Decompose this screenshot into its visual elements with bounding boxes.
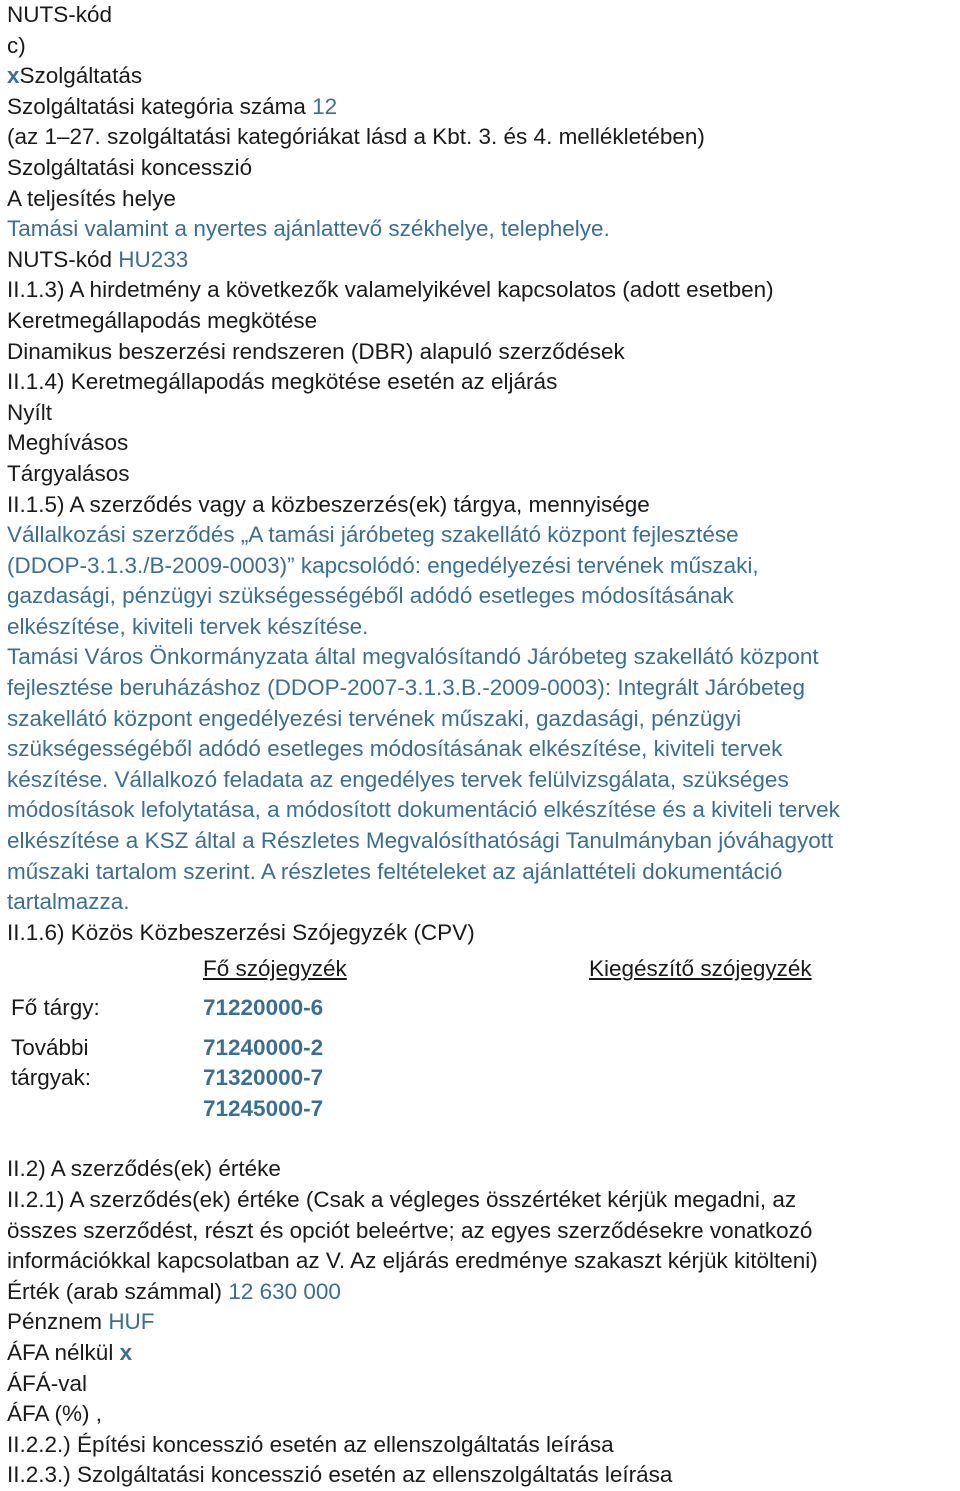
section-heading: II.1.6) Közös Közbeszerzési Szójegyzék (CPV) — [7, 919, 475, 945]
procurement-notice-bottom — [7, 1154, 960, 1491]
nuts-code-line: NUTS-kód HU233 — [7, 246, 189, 272]
service-category-number: Szolgáltatási kategória száma 12 — [7, 93, 338, 119]
section-heading: II.2) A szerződés(ek) értéke — [7, 1156, 281, 1182]
text-line: Meghívásos — [7, 430, 129, 456]
currency-line: Pénznem HUF — [7, 1309, 155, 1335]
checked-mark: x — [7, 63, 20, 89]
field-value: HU233 — [118, 246, 189, 272]
contract-subject-text: elkészítése a KSZ által a Részletes Megvalósíthatósági Tanulmányban jóváhagyott — [7, 828, 834, 854]
text-line: Tárgyalásos — [7, 460, 130, 486]
service-checkbox-line: xSzolgáltatás — [7, 63, 143, 89]
section-heading: II.2.3.) Szolgáltatási koncesszió esetén az ellenszolgáltatás leírása — [7, 1462, 673, 1488]
contract-subject-text: módosítások lefolytatása, a módosított dokumentáció elkészítése és a kiviteli tervek — [7, 797, 840, 823]
contract-subject-text: Tamási Város Önkormányzata által megvalósítandó Járóbeteg szakellátó központ — [7, 644, 819, 670]
vat-included-line: ÁFÁ-val — [7, 1370, 88, 1396]
contract-subject-text: készítése. Vállalkozó feladata az engedélyes tervek felülvizsgálata, szükséges — [7, 766, 789, 792]
section-heading: II.1.4) Keretmegállapodás megkötése esetén az eljárás — [7, 369, 558, 395]
further-subject-code: 71320000-7 — [203, 1065, 324, 1091]
contract-subject-text: szakellátó központ engedélyezési tervének műszaki, gazdasági, pénzügyi — [7, 705, 742, 731]
performance-place-value: Tamási valamint a nyertes ajánlattevő székhelye, telephelye. — [7, 216, 610, 242]
vat-excluded-line: ÁFA nélkül x — [7, 1339, 133, 1365]
section-heading: II.1.3) A hirdetmény a következők valamelyikével kapcsolatos (adott esetben) — [7, 277, 774, 303]
main-vocabulary-header: Fő szójegyzék — [203, 956, 347, 982]
main-subject-code: 71220000-6 — [203, 995, 324, 1021]
section-heading: II.2.2.) Építési koncesszió esetén az ellenszolgáltatás leírása — [7, 1431, 614, 1457]
text-line: információkkal kapcsolatban az V. Az eljárás eredménye szakaszt kérjük kitölteni) — [7, 1248, 818, 1274]
text-line: (az 1–27. szolgáltatási kategóriákat lásd a Kbt. 3. és 4. mellékletében) — [7, 124, 705, 150]
section-heading: II.2.1) A szerződés(ek) értéke (Csak a végleges összértéket kérjük megadni, az — [7, 1187, 797, 1212]
contract-value: 12 630 000 — [228, 1278, 341, 1304]
contract-subject-text: szükségességéből adódó esetleges módosításának elkészítése, kiviteli tervek — [7, 736, 783, 762]
further-subjects-label: További — [11, 1035, 89, 1061]
value-line: Érték (arab számmal) 12 630 000 — [7, 1278, 341, 1304]
contract-subject-text: tartalmazza. — [7, 889, 130, 915]
contract-subject-text: gazdasági, pénzügyi szükségességéből adódó esetleges módosításának — [7, 583, 734, 609]
further-subject-code: 71245000-7 — [203, 1096, 324, 1122]
further-subjects-label: tárgyak: — [11, 1065, 92, 1091]
contract-subject-text: Vállalkozási szerződés „A tamási járóbeteg szakellátó központ fejlesztése — [7, 522, 739, 548]
nuts-label: NUTS-kód — [7, 2, 113, 27]
contract-subject-text: műszaki tartalom szerint. A részletes feltételeket az ajánlattételi dokumentáció — [7, 858, 783, 884]
vat-percent-line: ÁFA (%) , — [7, 1401, 103, 1427]
main-subject-label: Fő tárgy: — [11, 995, 100, 1021]
supplementary-vocabulary-header: Kiegészítő szójegyzék — [589, 956, 812, 982]
procurement-notice-top — [7, 0, 960, 948]
text-line: Szolgáltatási koncesszió — [7, 154, 253, 180]
text-line: összes szerződést, részt és opciót beleértve; az egyes szerződésekre vonatkozó — [7, 1217, 813, 1243]
further-subject-code: 71240000-2 — [203, 1035, 324, 1061]
contract-subject-text: (DDOP-3.1.3./B-2009-0003)” kapcsolódó: engedélyezési tervének műszaki, — [7, 552, 759, 578]
checked-mark: x — [119, 1339, 133, 1365]
performance-place-label: A teljesítés helye — [7, 185, 176, 211]
currency-value: HUF — [108, 1309, 155, 1335]
section-heading: II.1.5) A szerződés vagy a közbeszerzés(ek) tárgya, mennyisége — [7, 491, 650, 517]
text-line: Nyílt — [7, 399, 52, 425]
text-line: Dinamikus beszerzési rendszeren (DBR) alapuló szerződések — [7, 338, 625, 364]
item-c: c) — [7, 32, 26, 58]
cpv-table — [7, 948, 960, 1154]
field-value: 12 — [312, 93, 338, 119]
contract-subject-text: elkészítése, kiviteli tervek készítése. — [7, 613, 369, 639]
text-line: Keretmegállapodás megkötése — [7, 307, 318, 333]
contract-subject-text: fejlesztése beruházáshoz (DDOP-2007-3.1.3.B.-2009-0003): Integrált Járóbeteg — [7, 675, 805, 701]
